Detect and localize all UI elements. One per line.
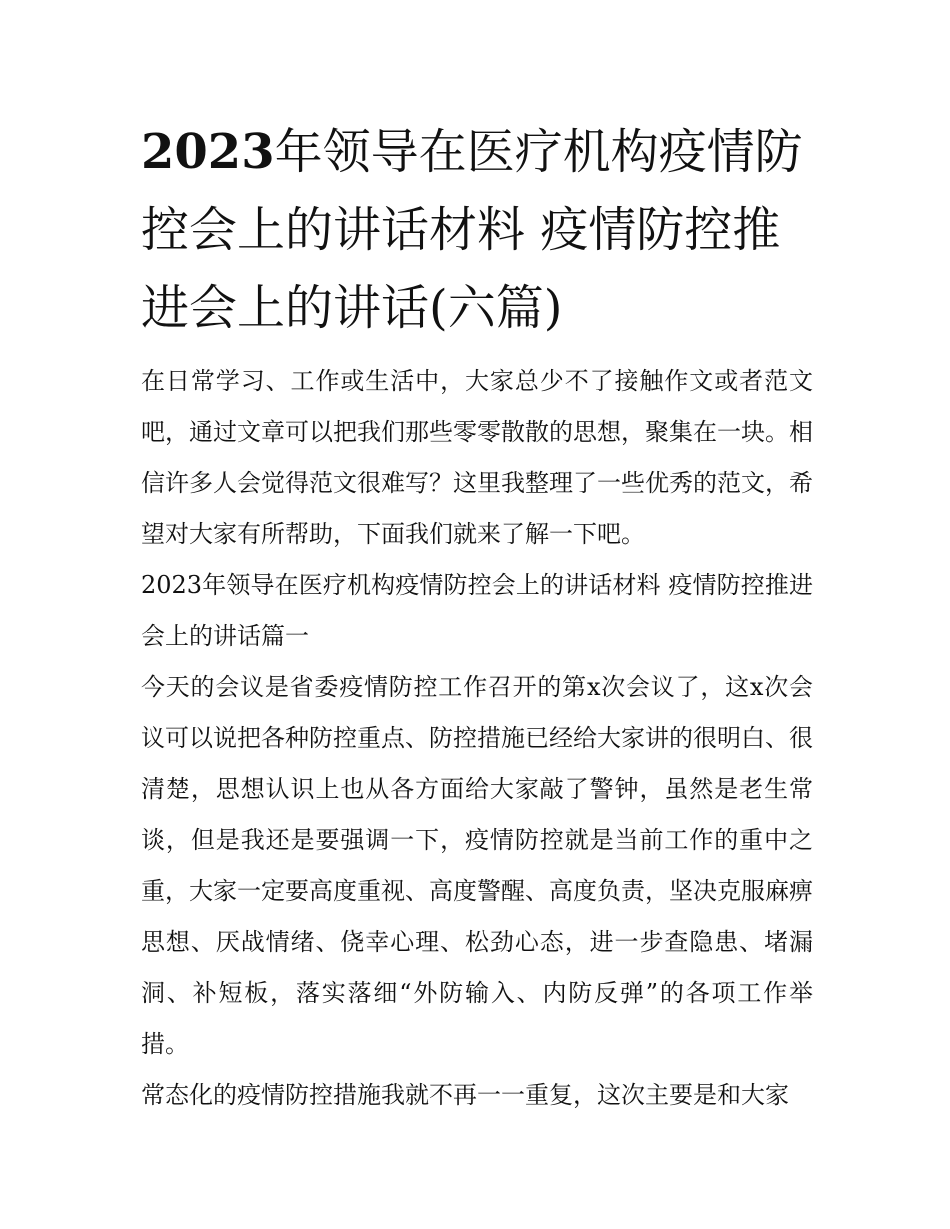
body-paragraph: 常态化的疫情防控措施我就不再一一重复，这次主要是和大家 xyxy=(141,1081,789,1109)
document-title xyxy=(141,113,813,347)
body-paragraph: 今天的会议是省委疫情防控工作召开的第x次会议了，这x次会议可以说把各种防控重点、防控措施已经给大家讲的很明白、很清楚，思想认识上也从各方面给大家敲了警钟，虽然是老生常谈，但是我还是要强调一下，疫情防控就是当前工作的重中之重，大家一定要高度重视、高度警醒、高度负责，坚决克服麻痹思想、厌战情绪、侥幸心理、松劲心态，进一步查隐患、堵漏洞、补短板，落实落细“外防输入、内防反弹”的各项工作举措。 xyxy=(141,673,813,1058)
document-page xyxy=(141,0,813,1229)
section-heading: 2023年领导在医疗机构疫情防控会上的讲话材料 疫情防控推进会上的讲话篇一 xyxy=(141,571,813,650)
document-body xyxy=(141,356,813,1121)
title-year: 2023 xyxy=(141,124,275,180)
title-text: 年领导在医疗机构疫情防控会上的讲话材料 疫情防控推进会上的讲话(六篇) xyxy=(141,124,803,336)
intro-paragraph: 在日常学习、工作或生活中，大家总少不了接触作文或者范文吧，通过文章可以把我们那些零零散散的思想，聚集在一块。相信许多人会觉得范文很难写？这里我整理了一些优秀的范文，希望对大家有所帮助，下面我们就来了解一下吧。 xyxy=(141,367,813,548)
